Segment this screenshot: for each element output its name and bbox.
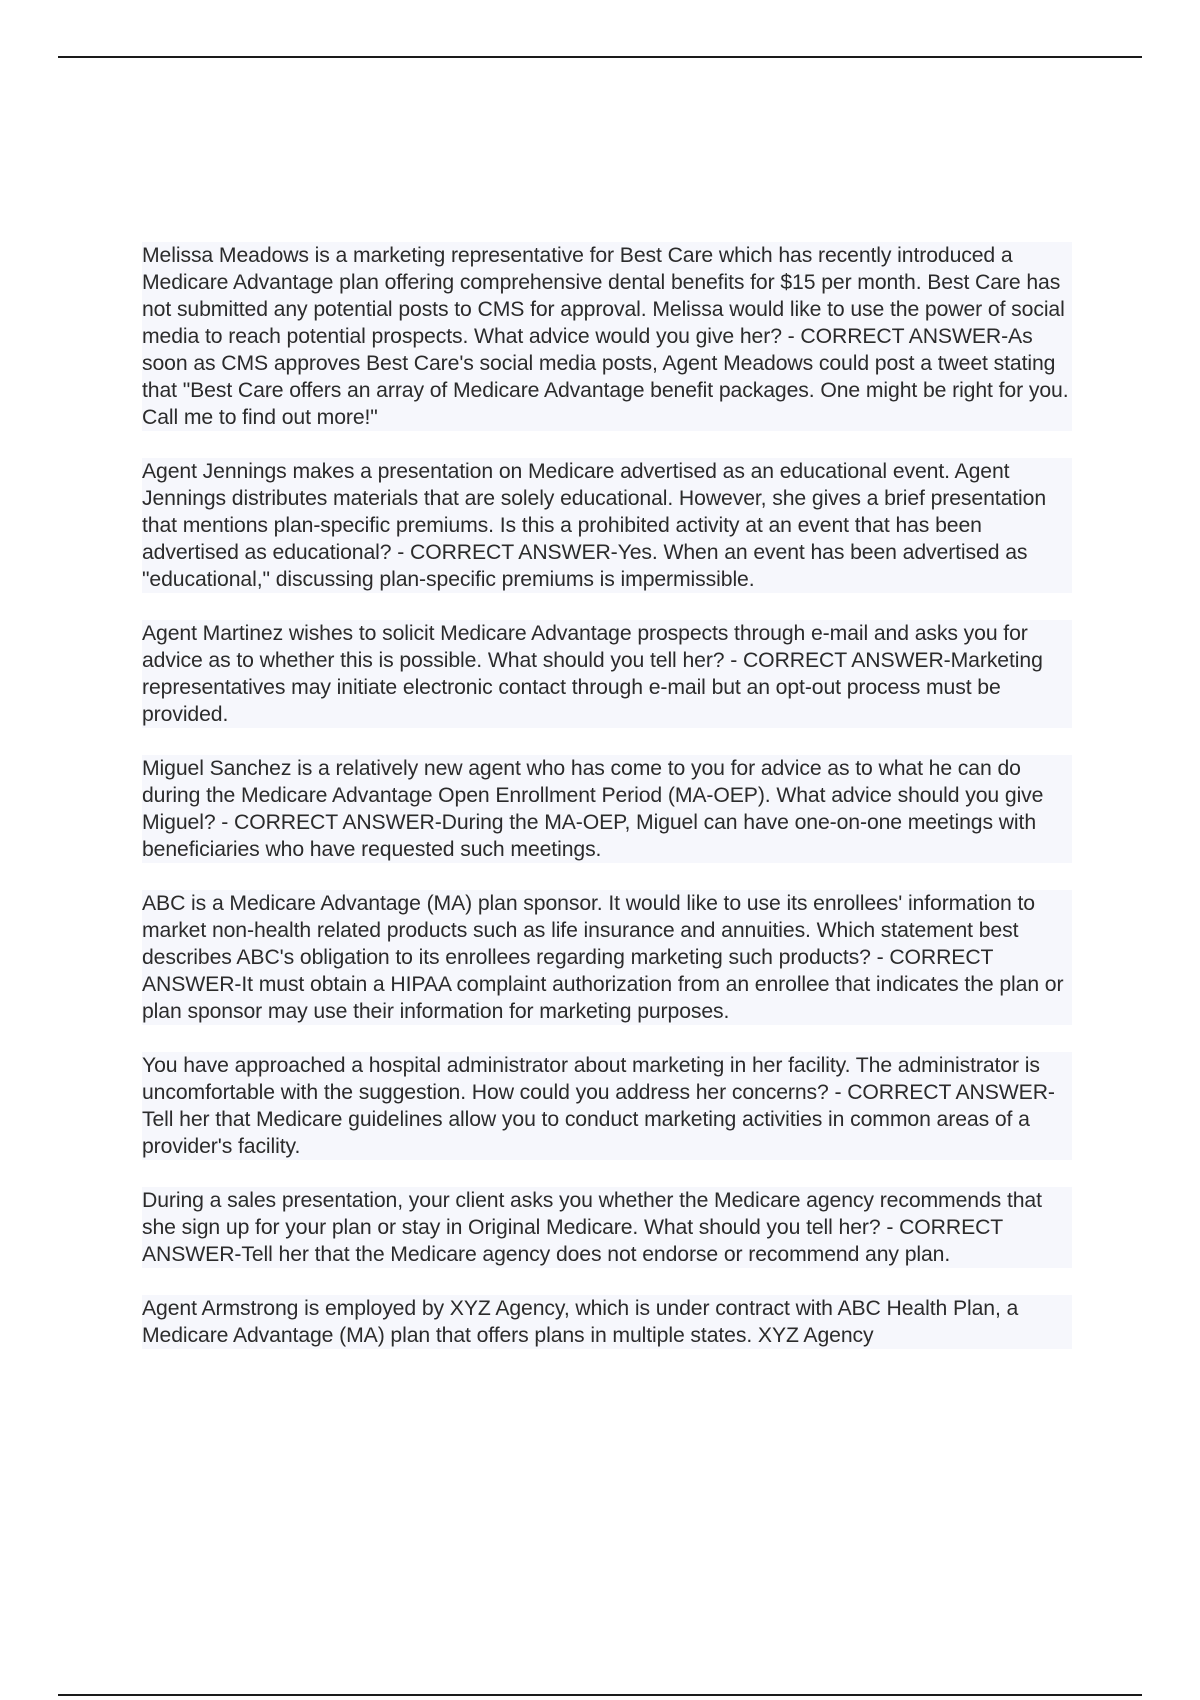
document-body — [142, 242, 1072, 1376]
qa-paragraph-2: Agent Jennings makes a presentation on Medicare advertised as an educational event. Agent Jennings distributes materials that are solely educational. However, she gives a brief presentation that mentions plan-specific premiums. Is this a prohibited activity at an event that has been advertised as educational? - CORRECT ANSWER-Yes. When an event has been advertised as "educational," discussing plan-specific premiums is impermissible. — [142, 458, 1072, 593]
header-rule — [58, 56, 1142, 58]
footer-rule — [58, 1694, 1142, 1696]
qa-paragraph-8: Agent Armstrong is employed by XYZ Agency, which is under contract with ABC Health Plan, a Medicare Advantage (MA) plan that offers plans in multiple states. XYZ Agency — [142, 1295, 1072, 1349]
qa-paragraph-3: Agent Martinez wishes to solicit Medicare Advantage prospects through e-mail and asks you for advice as to whether this is possible. What should you tell her? - CORRECT ANSWER-Marketing representatives may initiate electronic contact through e-mail but an opt-out process must be provided. — [142, 620, 1072, 728]
qa-paragraph-1: Melissa Meadows is a marketing representative for Best Care which has recently introduced a Medicare Advantage plan offering comprehensive dental benefits for $15 per month. Best Care has not submitted any potential posts to CMS for approval. Melissa would like to use the power of social media to reach potential prospects. What advice would you give her? - CORRECT ANSWER-As soon as CMS approves Best Care's social media posts, Agent Meadows could post a tweet stating that "Best Care offers an array of Medicare Advantage benefit packages. One might be right for you. Call me to find out more!" — [142, 242, 1072, 431]
qa-paragraph-6: You have approached a hospital administrator about marketing in her facility. The administrator is uncomfortable with the suggestion. How could you address her concerns? - CORRECT ANSWER-Tell her that Medicare guidelines allow you to conduct marketing activities in common areas of a provider's facility. — [142, 1052, 1072, 1160]
qa-paragraph-4: Miguel Sanchez is a relatively new agent who has come to you for advice as to what he can do during the Medicare Advantage Open Enrollment Period (MA-OEP). What advice should you give Miguel? - CORRECT ANSWER-During the MA-OEP, Miguel can have one-on-one meetings with beneficiaries who have requested such meetings. — [142, 755, 1072, 863]
qa-paragraph-5: ABC is a Medicare Advantage (MA) plan sponsor. It would like to use its enrollees' information to market non-health related products such as life insurance and annuities. Which statement best describes ABC's obligation to its enrollees regarding marketing such products? - CORRECT ANSWER-It must obtain a HIPAA complaint authorization from an enrollee that indicates the plan or plan sponsor may use their information for marketing purposes. — [142, 890, 1072, 1025]
qa-paragraph-7: During a sales presentation, your client asks you whether the Medicare agency recommends that she sign up for your plan or stay in Original Medicare. What should you tell her? - CORRECT ANSWER-Tell her that the Medicare agency does not endorse or recommend any plan. — [142, 1187, 1072, 1268]
